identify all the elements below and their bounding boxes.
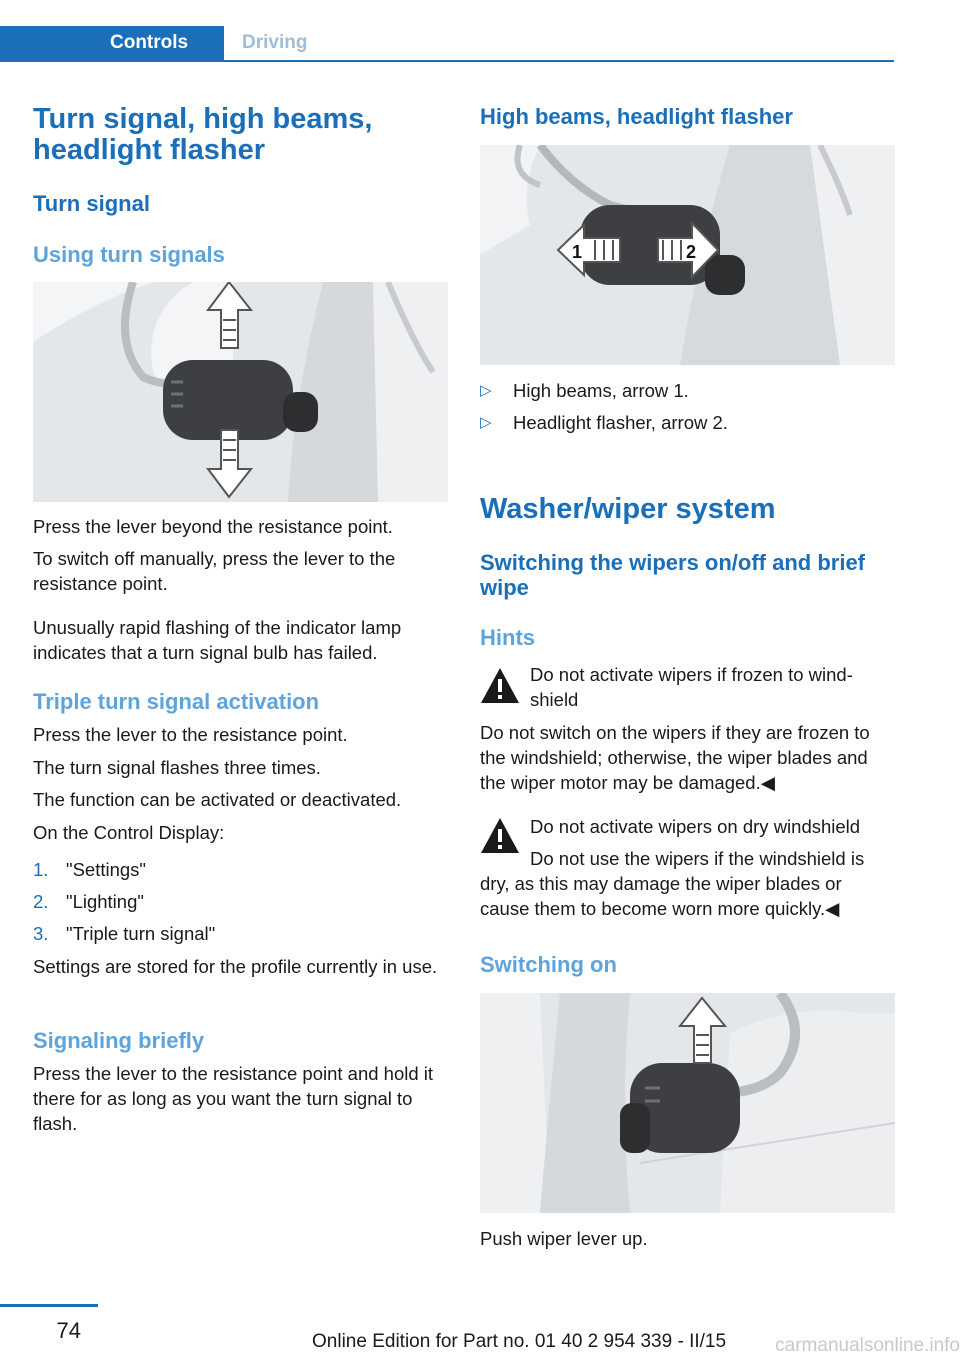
tab-driving[interactable]: Driving [242, 32, 308, 53]
section-title-washer-wiper: Washer/wiper system [480, 493, 776, 525]
heading-switching-wipers: Switching the wipers on/off and brief wipe [480, 550, 866, 600]
warning-title: Do not activate wipers on dry windshield [530, 816, 861, 837]
list-text: "Lighting" [66, 891, 144, 912]
paragraph: Press the lever beyond the resistance point. [33, 516, 393, 537]
triangle-bullet-icon: ▷ [480, 414, 492, 431]
paragraph: To switch off manually, press the lever to the resistance point. [33, 548, 396, 594]
heading-high-beams: High beams, headlight flasher [480, 104, 793, 129]
heading-hints: Hints [480, 625, 535, 650]
warning-triangle-icon [480, 666, 520, 706]
heading-switching-on: Switching on [480, 952, 617, 977]
arrow-label-2: 2 [686, 242, 697, 262]
high-beam-lever-illustration [480, 145, 895, 365]
turn-signal-lever-illustration [33, 282, 448, 502]
paragraph: The function can be activated or deactivated. [33, 789, 402, 810]
paragraph: On the Control Display: [33, 822, 225, 843]
warning-title: Do not activate wipers if frozen to wind- [530, 664, 853, 685]
list-text: "Settings" [66, 859, 146, 880]
wiper-lever-illustration [480, 993, 895, 1213]
list-text: Headlight flasher, arrow 2. [513, 412, 728, 433]
section-title-turn-signal: Turn signal, high beams, headlight flasher [33, 103, 373, 166]
tab-controls[interactable]: Controls [0, 26, 224, 62]
list-number: 3. [33, 923, 49, 944]
warning-title: shield [530, 689, 579, 710]
paragraph: Settings are stored for the profile currently in use. [33, 956, 438, 977]
chapter-tab-bar [0, 26, 894, 62]
heading-using-turn-signals: Using turn signals [33, 242, 225, 267]
list-text: "Triple turn signal" [66, 923, 216, 944]
arrow-label-1: 1 [572, 242, 583, 262]
paragraph: Press the lever to the resistance point and hold it there for as long as you want the turn signal to flash. [33, 1063, 434, 1134]
list-number: 2. [33, 891, 49, 912]
heading-turn-signal: Turn signal [33, 191, 150, 216]
warning-body: Do not use the wipers if the windshield is [530, 848, 865, 869]
paragraph: Press the lever to the resistance point. [33, 724, 348, 745]
edition-note: Online Edition for Part no. 01 40 2 954 339 - II/15 [312, 1331, 727, 1352]
paragraph: Unusually rapid flashing of the indicator lamp indicates that a turn signal bulb has failed. [33, 617, 402, 663]
watermark: carmanualsonline.info [775, 1335, 960, 1356]
heading-triple-turn-signal: Triple turn signal activation [33, 689, 320, 714]
warning-body: dry, as this may damage the wiper blades or cause them to become worn more quickly.◀ [480, 873, 842, 919]
heading-signaling-briefly: Signaling briefly [33, 1028, 205, 1053]
page-number: 74 [56, 1318, 81, 1343]
triangle-bullet-icon: ▷ [480, 382, 492, 399]
list-text: High beams, arrow 1. [513, 380, 689, 401]
warning-body: Do not switch on the wipers if they are frozen to the windshield; otherwise, the wiper blades and the wiper motor may be damaged.◀ [480, 722, 870, 793]
paragraph: Push wiper lever up. [480, 1228, 648, 1249]
paragraph: The turn signal flashes three times. [33, 757, 321, 778]
footer-rule [0, 1304, 98, 1307]
list-number: 1. [33, 859, 49, 880]
warning-triangle-icon [480, 816, 520, 856]
